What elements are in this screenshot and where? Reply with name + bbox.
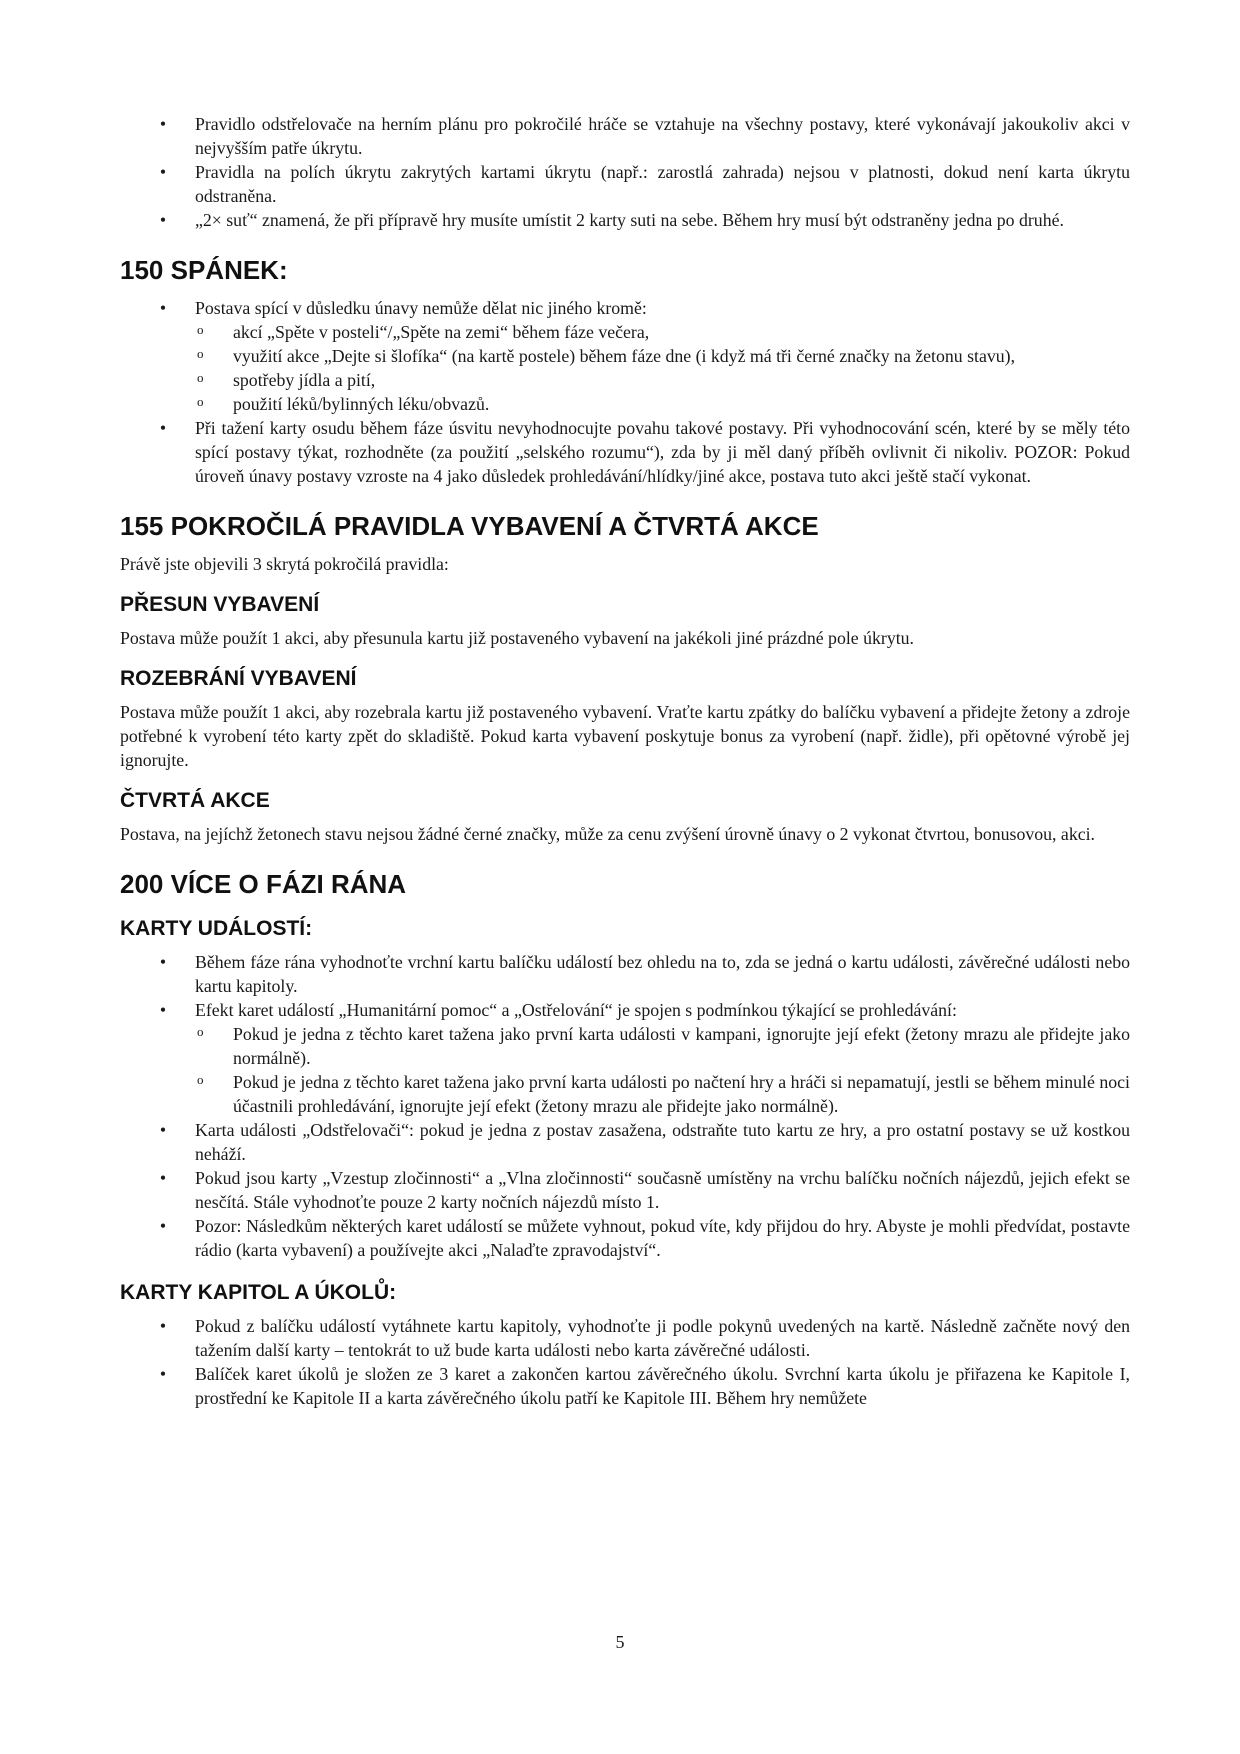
subheading-rozebrani: ROZEBRÁNÍ VYBAVENÍ [120,667,357,690]
subheading-karty-kapitol: KARTY KAPITOL A ÚKOLŮ: [120,1281,397,1304]
bullet-icon: • [159,1120,167,1140]
sub-bullet-icon: o [197,394,204,409]
section-intro: Právě jste objevili 3 skrytá pokročilá pravidla: [120,554,449,574]
bullet-icon: • [159,1168,167,1188]
chapter-bullet-list [120,1314,1130,1410]
subheading-ctvrta-akce: ČTVRTÁ AKCE [120,789,270,812]
sub-list-item [195,368,1130,392]
list-item [120,998,1130,1118]
list-item-text: Během fáze rána vyhodnoťte vrchní kartu balíčku událostí bez ohledu na to, zda se jedná o kartu události, závěrečné události nebo kartu kapitoly. [195,952,1130,996]
sub-bullet-list [195,320,1130,416]
list-item [120,112,1130,160]
paragraph: Postava, na jejíchž žetonech stavu nejsou žádné černé značky, může za cenu zvýšení úrovně únavy o 2 vykonat čtvrtou, bonusovou, akci. [120,824,1095,844]
list-item-text: Pravidlo odstřelovače na herním plánu pro pokročilé hráče se vztahuje na všechny postavy, které vykonávají jakoukoliv akci v nejvyšším patře úkrytu. [195,114,1130,158]
sub-bullet-icon: o [197,370,204,385]
bullet-icon: • [159,114,167,134]
list-item [120,296,1130,416]
sub-list-item [195,320,1130,344]
section-heading-150: 150 SPÁNEK: [120,255,288,285]
sub-bullet-icon: o [197,1024,204,1039]
document-page [120,112,1130,1410]
bullet-icon: • [159,298,167,318]
sleep-bullet-list [120,296,1130,488]
list-item-text: Efekt karet událostí „Humanitární pomoc“ a „Ostřelování“ je spojen s podmínkou týkající se prohledávání: [195,1000,957,1020]
list-item-text: Při tažení karty osudu během fáze úsvitu nevyhodnocujte povahu takové postavy. Při vyhodnocování scén, které by se měly této spící postavy týkat, rozhodněte (za použití „selského rozumu“), zda by ji měl daný příběh ovlivnit či nikoliv. POZOR: Pokud úroveň únavy postavy vzroste na 4 jako důsledek prohledávání/hlídky/jiné akce, postava tuto akci ještě stačí vykonat. [195,418,1130,486]
subheading-presun: PŘESUN VYBAVENÍ [120,593,320,616]
sub-list-item-text: spotřeby jídla a pití, [233,370,376,390]
list-item [120,1314,1130,1362]
sub-list-item-text: využití akce „Dejte si šlofíka“ (na kartě postele) během fáze dne (i když má tři černé značky na žetonu stavu), [233,346,1016,366]
sub-bullet-icon: o [197,346,204,361]
list-item-text: Pozor: Následkům některých karet událostí se můžete vyhnout, pokud víte, kdy přijdou do hry. Abyste je mohli předvídat, postavte rádio (karta vybavení) a používejte akci „Nalaďte zpravodajství“. [195,1216,1130,1260]
list-item-text: Postava spící v důsledku únavy nemůže dělat nic jiného kromě: [195,298,647,318]
list-item-text: Pokud z balíčku událostí vytáhnete kartu kapitoly, vyhodnoťte ji podle pokynů uvedených na kartě. Následně začněte nový den tažením další karty – tentokrát to už bude karta události nebo karta závěrečné události. [195,1316,1130,1360]
sub-bullet-list [195,1022,1130,1118]
sub-list-item-text: použití léků/bylinných léku/obvazů. [233,394,490,414]
bullet-icon: • [159,418,167,438]
bullet-icon: • [159,210,167,230]
list-item-text: Pravidla na polích úkrytu zakrytých kartami úkrytu (např.: zarostlá zahrada) nejsou v platnosti, dokud není karta úkrytu odstraněna. [195,162,1130,206]
sub-list-item [195,392,1130,416]
paragraph: Postava může použít 1 akci, aby přesunula kartu již postaveného vybavení na jakékoli jiné prázdné pole úkrytu. [120,628,914,648]
intro-bullet-list [120,112,1130,232]
list-item-text: Balíček karet úkolů je složen ze 3 karet a zakončen kartou závěrečného úkolu. Svrchní karta úkolu je přiřazena ke Kapitole I, prostřední ke Kapitole II a karta závěrečného úkolu patří ke Kapitole III. Během hry nemůžete [195,1364,1130,1408]
section-heading-155: 155 POKROČILÁ PRAVIDLA VYBAVENÍ A ČTVRTÁ AKCE [120,511,819,541]
list-item-text: Pokud jsou karty „Vzestup zločinnosti“ a „Vlna zločinnosti“ současně umístěny na vrchu balíčku nočních nájezdů, jejich efekt se nesčítá. Stále vyhodnoťte pouze 2 karty nočních nájezdů místo 1. [195,1168,1130,1212]
sub-list-item [195,344,1130,368]
bullet-icon: • [159,162,167,182]
list-item [120,1214,1130,1262]
page-number: 5 [615,1632,625,1652]
bullet-icon: • [159,1000,167,1020]
bullet-icon: • [159,952,167,972]
list-item [120,1362,1130,1410]
paragraph: Postava může použít 1 akci, aby rozebrala kartu již postaveného vybavení. Vraťte kartu zpátky do balíčku vybavení a přidejte žetony a zdroje potřebné k vyrobení této karty zpět do skladiště. Pokud karta vybavení poskytuje bonus za vyrobení (např. židle), při opětovné výrobě jej ignorujte. [120,702,1130,770]
bullet-icon: • [159,1216,167,1236]
bullet-icon: • [159,1316,167,1336]
list-item-text: Karta události „Odstřelovači“: pokud je jedna z postav zasažena, odstraňte tuto kartu ze hry, a pro ostatní postavy se už kostkou neháží. [195,1120,1130,1164]
sub-list-item [195,1070,1130,1118]
list-item [120,1166,1130,1214]
list-item [120,208,1130,232]
list-item [120,416,1130,488]
event-bullet-list [120,950,1130,1262]
section-heading-200: 200 VÍCE O FÁZI RÁNA [120,869,407,899]
sub-list-item-text: akcí „Spěte v posteli“/„Spěte na zemi“ během fáze večera, [233,322,650,342]
sub-list-item [195,1022,1130,1070]
list-item [120,160,1130,208]
list-item-text: „2× suť“ znamená, že při přípravě hry musíte umístit 2 karty suti na sebe. Během hry musí být odstraněny jedna po druhé. [195,210,1064,230]
sub-list-item-text: Pokud je jedna z těchto karet tažena jako první karta události v kampani, ignorujte její efekt (žetony mrazu ale přidejte jako normálně). [233,1024,1130,1068]
subheading-karty-udalosti: KARTY UDÁLOSTÍ: [120,917,313,940]
sub-bullet-icon: o [197,322,204,337]
bullet-icon: • [159,1364,167,1384]
list-item [120,950,1130,998]
list-item [120,1118,1130,1166]
sub-list-item-text: Pokud je jedna z těchto karet tažena jako první karta události po načtení hry a hráči si nepamatují, jestli se během minulé noci účastnili prohledávání, ignorujte její efekt (žetony mrazu ale přidejte jako normálně). [233,1072,1130,1116]
sub-bullet-icon: o [197,1072,204,1087]
